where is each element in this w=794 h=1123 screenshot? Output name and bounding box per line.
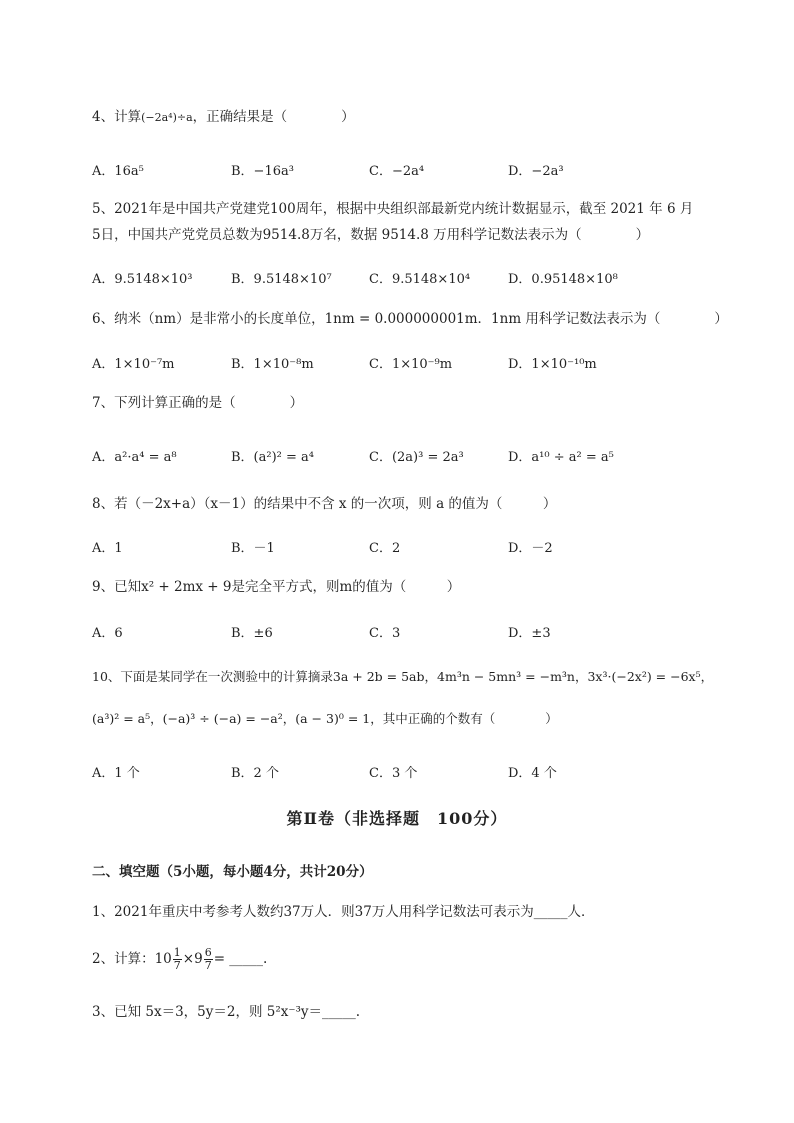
q5-option-c: C．9.5148×10⁴ — [369, 272, 471, 287]
q8-option-b: B．－1 — [231, 541, 275, 556]
fill-q2-suffix: = _____. — [213, 951, 268, 967]
q7-option-d: D．a¹⁰ ÷ a² = a⁵ — [508, 450, 614, 465]
q9-option-b: B．±6 — [231, 626, 273, 641]
question-9-options — [92, 622, 652, 642]
q4-option-d: D．−2a³ — [508, 164, 564, 179]
q6-option-a: A．1×10⁻⁷m — [92, 357, 175, 372]
q9-option-c: C．3 — [369, 626, 401, 641]
q10-option-c: C．3 个 — [369, 766, 418, 781]
question-10-stem-line2: (a³)² = a⁵，(−a)³ ÷ (−a) = −a²，(a − 3)⁰ = 1，其中正确的个数有（ ） — [92, 711, 558, 726]
part-2-title: 第Ⅱ卷（非选择题 100分） — [286, 809, 508, 828]
fill-question-1: 1、2021年重庆中考参考人数约37万人．则37万人用科学记数法可表示为_____人． — [92, 904, 595, 920]
question-5-options — [92, 268, 652, 288]
q10-option-a: A．1 个 — [92, 766, 140, 781]
q5-option-d: D．0.95148×10⁸ — [508, 272, 618, 287]
q6-option-c: C．1×10⁻⁹m — [369, 357, 453, 372]
q10-option-b: B．2 个 — [231, 766, 279, 781]
q7-option-a: A．a²·a⁴ = a⁸ — [92, 450, 177, 465]
q4-prefix: 4、计算 — [92, 109, 142, 125]
question-8-options — [92, 537, 652, 557]
question-7-options — [92, 446, 652, 466]
q9-option-a: A．6 — [92, 626, 123, 641]
q4-expression: (−2a⁴)÷a — [141, 111, 193, 124]
fraction-1-numerator: 1 — [173, 946, 181, 959]
fill-q2-times: ×9 — [182, 951, 203, 967]
q4-option-b: B．−16a³ — [231, 164, 294, 179]
question-4-stem — [92, 108, 355, 127]
fill-q2-prefix: 2、计算： — [92, 951, 155, 967]
q4-option-a: A．16a⁵ — [92, 164, 144, 179]
fill-q2-fraction-1 — [173, 947, 182, 972]
q10-option-d: D．4 个 — [508, 766, 557, 781]
question-6-options — [92, 353, 652, 373]
question-10-stem-line1: 10、下面是某同学在一次测验中的计算摘录3a + 2b = 5ab，4m³n − 5mn³ = −m³n，3x³·(−2x²) = −6x⁵， — [92, 669, 714, 684]
q7-option-b: B．(a²)² = a⁴ — [231, 450, 314, 465]
fraction-1-denominator: 7 — [173, 959, 181, 972]
q8-option-d: D．－2 — [508, 541, 553, 556]
q5-option-b: B．9.5148×10⁷ — [231, 272, 332, 287]
q6-option-b: B．1×10⁻⁸m — [231, 357, 314, 372]
question-8-stem: 8、若（－2x+a）（x－1）的结果中不含 x 的一次项，则 a 的值为（ ） — [92, 496, 557, 512]
q9-option-d: D．±3 — [508, 626, 551, 641]
question-7-stem: 7、下列计算正确的是（ ） — [92, 395, 304, 411]
question-5-stem-line2: 5日，中国共产党党员总数为9514.8万名，数据 9514.8 万用科学记数法表示为（ ） — [92, 227, 650, 243]
q8-option-a: A．1 — [92, 541, 123, 556]
section-2-heading: 二、填空题（5小题，每小题4分，共计20分） — [92, 864, 373, 880]
question-4-options — [92, 160, 652, 180]
question-10-options — [92, 762, 652, 782]
fill-question-3: 3、已知 5x＝3，5y＝2，则 5²x⁻³y＝_____. — [92, 1004, 361, 1020]
question-5-stem-line1: 5、2021年是中国共产党建党100周年，根据中央组织部最新党内统计数据显示，截至 2021 年 6 月 — [92, 201, 694, 217]
fraction-2-denominator: 7 — [204, 959, 212, 972]
fraction-2-numerator: 6 — [204, 946, 212, 959]
question-6-stem: 6、纳米（nm）是非常小的长度单位，1nm = 0.000000001m．1nm 用科学记数法表示为（ ） — [92, 311, 728, 327]
fill-question-2 — [92, 944, 267, 974]
fill-q2-whole: 10 — [154, 951, 172, 967]
q7-option-c: C．(2a)³ = 2a³ — [369, 450, 464, 465]
q5-option-a: A．9.5148×10³ — [92, 272, 193, 287]
q4-suffix: ，正确结果是（ ） — [192, 109, 355, 125]
fill-q2-fraction-2 — [204, 947, 213, 972]
q6-option-d: D．1×10⁻¹⁰m — [508, 357, 597, 372]
question-9-stem: 9、已知x² + 2mx + 9是完全平方式，则m的值为（ ） — [92, 579, 461, 595]
q4-option-c: C．−2a⁴ — [369, 164, 425, 179]
q8-option-c: C．2 — [369, 541, 401, 556]
